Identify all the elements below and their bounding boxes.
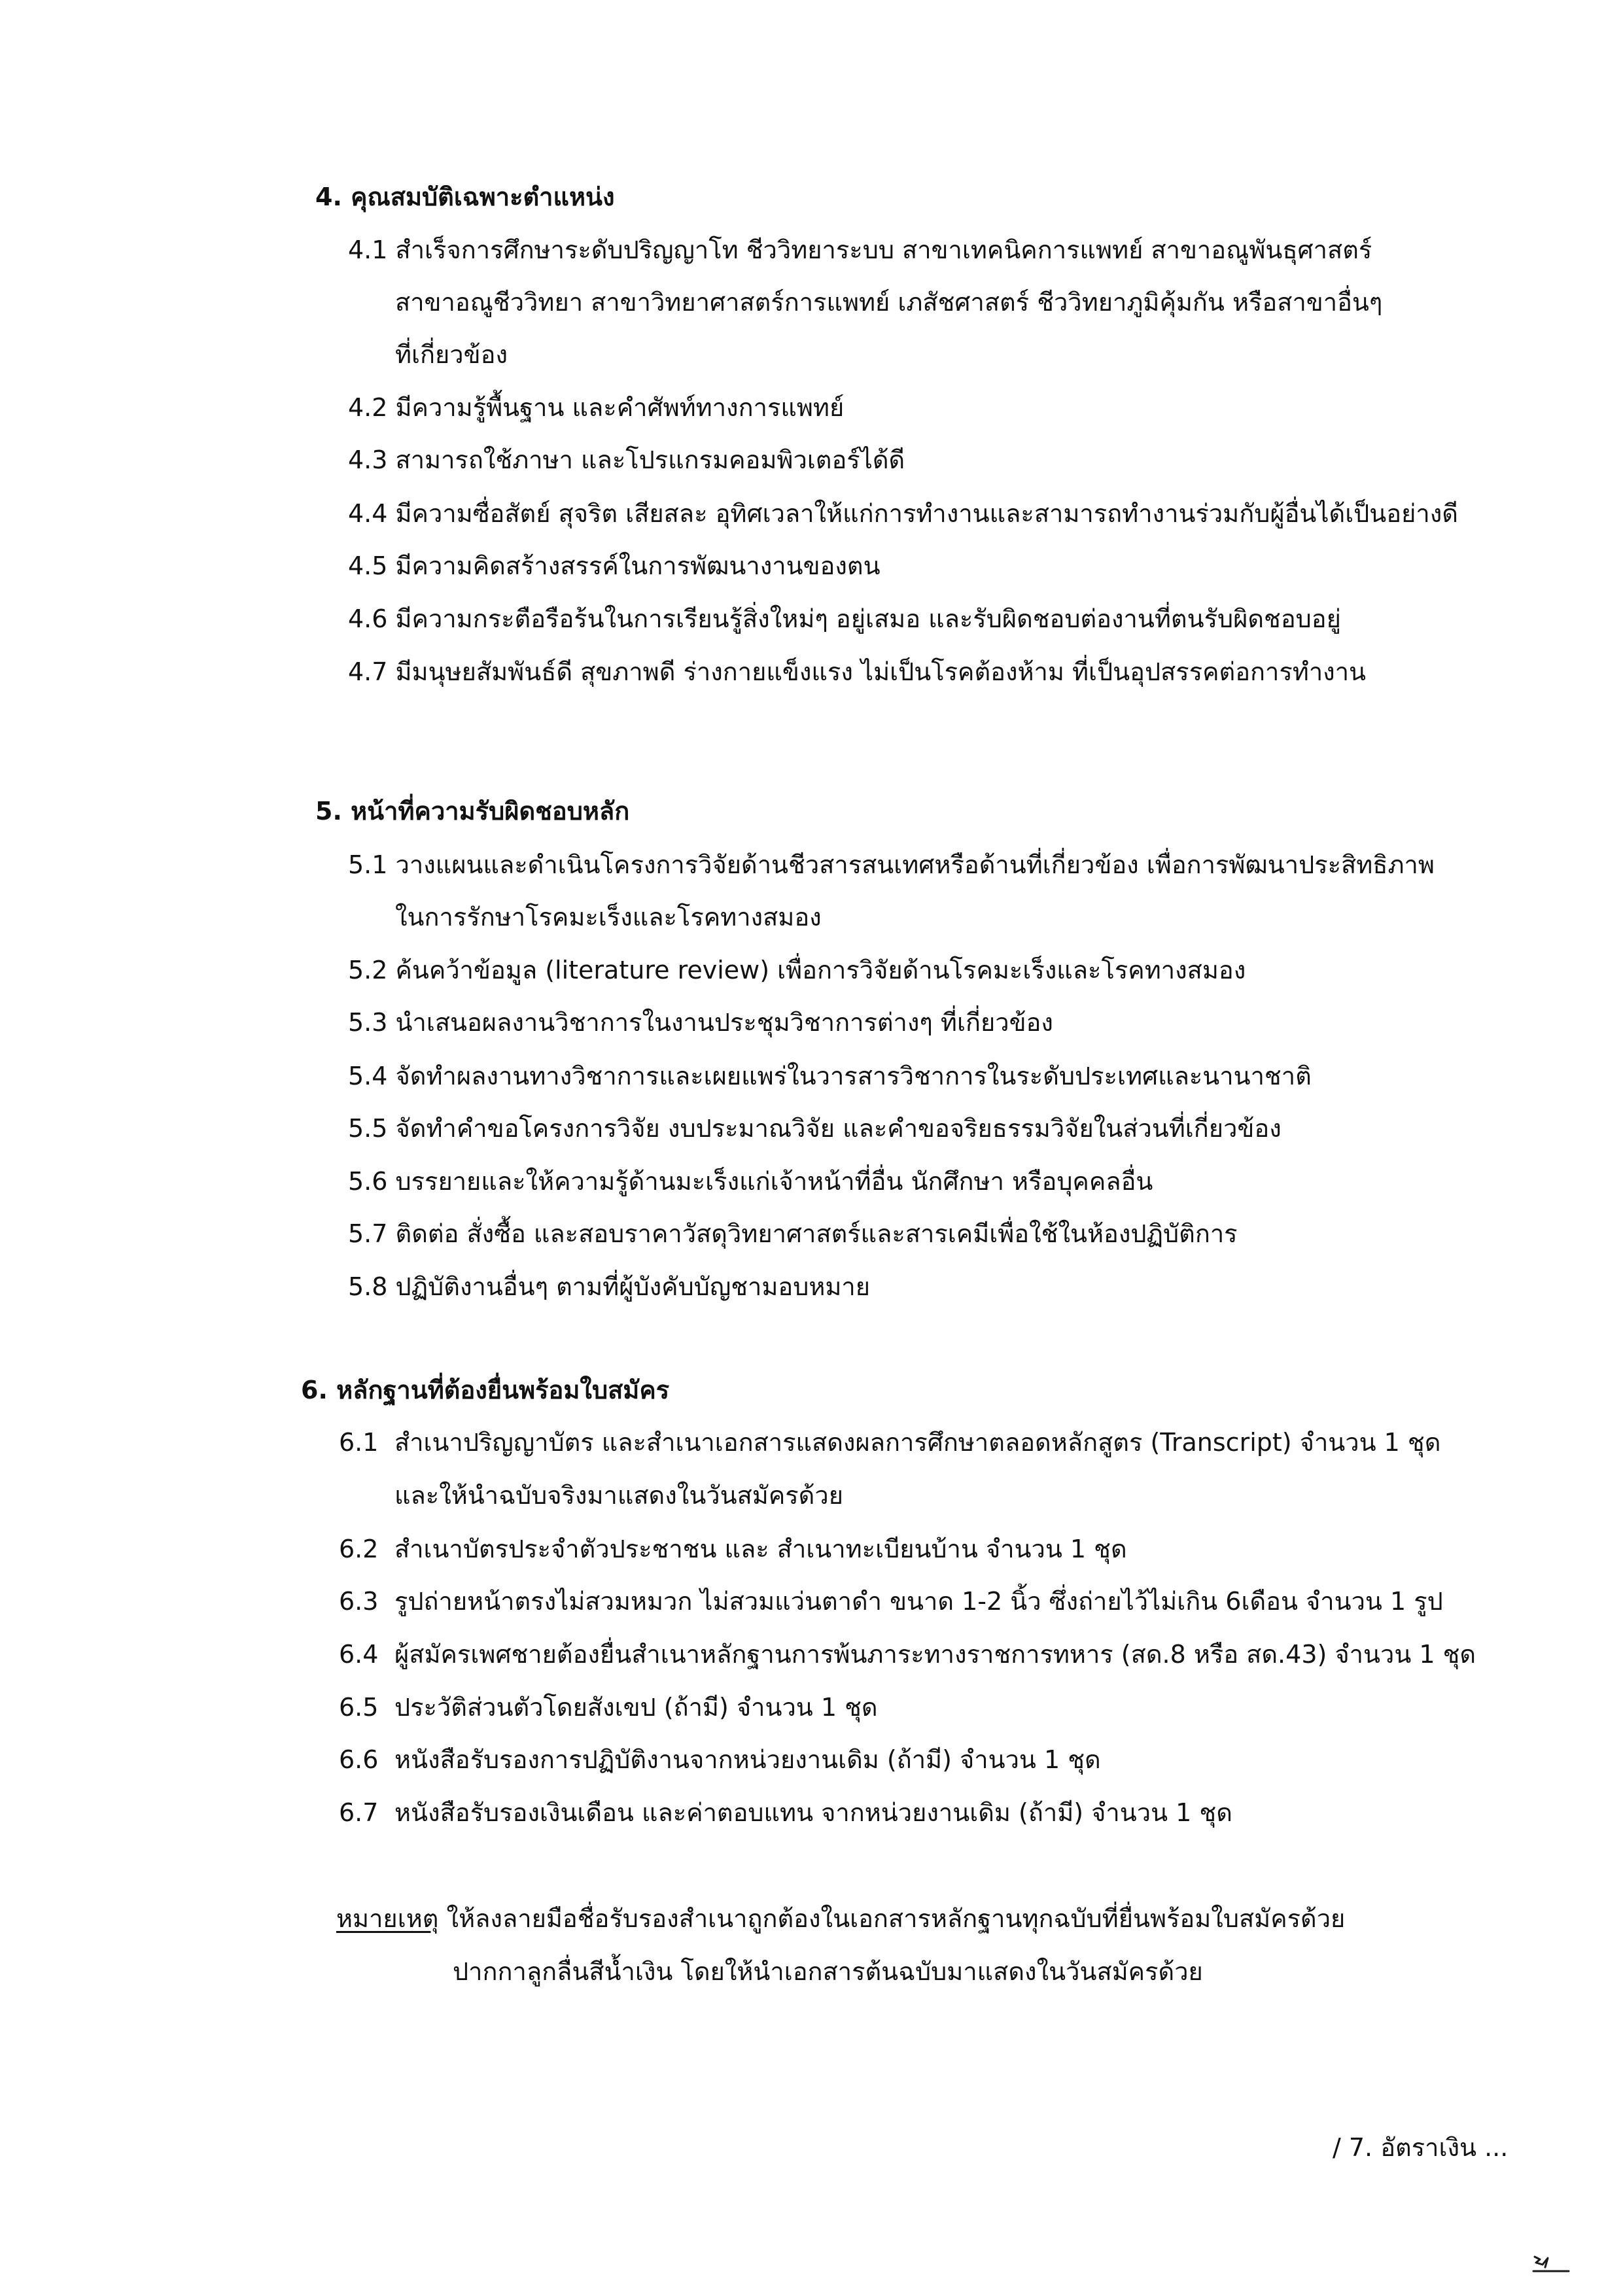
item-text: ประวัติส่วนตัวโดยสังเขป (ถ้ามี) จำนวน 1 ชุด: [394, 1693, 878, 1722]
section-5-item-1-line-2: ในการรักษาโรคมะเร็งและโรคทางสมอง: [395, 903, 822, 931]
section-6-item-2: [339, 1533, 1127, 1565]
item-number: 6.5: [339, 1693, 379, 1722]
handwritten-initials: [1531, 2252, 1571, 2275]
item-text: สำเนาปริญญาบัตร และสำเนาเอกสารแสดงผลการศึกษาตลอดหลักสูตร (Transcript) จำนวน 1 ชุด: [394, 1428, 1441, 1457]
item-number: 6.1: [339, 1428, 379, 1457]
continuation-text: / 7. อัตราเงิน ...: [1333, 2133, 1509, 2162]
section-6-item-5: [339, 1691, 878, 1724]
item-text: ผู้สมัครเพศชายต้องยื่นสำเนาหลักฐานการพ้นภาระทางราชการทหาร (สด.8 หรือ สด.43) จำนวน 1 ชุด: [394, 1640, 1476, 1669]
section-5-item-7: 5.7 ติดต่อ สั่งซื้อ และสอบราคาวัสดุวิทยาศาสตร์และสารเคมีเพื่อใช้ในห้องปฏิบัติการ: [348, 1219, 1238, 1248]
section-4-item-5: 4.5 มีความคิดสร้างสรรค์ในการพัฒนางานของตน: [348, 551, 881, 580]
section-4-heading: 4. คุณสมบัติเฉพาะตำแหน่ง: [315, 183, 615, 211]
section-6-item-3: [339, 1585, 1443, 1618]
note-line-2: ปากกาลูกลื่นสีน้ำเงิน โดยให้นำเอกสารต้นฉบับมาแสดงในวันสมัครด้วย: [453, 1957, 1203, 1986]
section-5-heading: 5. หน้าที่ความรับผิดชอบหลัก: [315, 797, 630, 826]
section-4-item-1-line-2: สาขาอณูชีววิทยา สาขาวิทยาศาสตร์การแพทย์ เภสัชศาสตร์ ชีววิทยาภูมิคุ้มกัน หรือสาขาอื่นๆ: [395, 288, 1383, 317]
section-5-item-8: 5.8 ปฏิบัติงานอื่นๆ ตามที่ผู้บังคับบัญชามอบหมาย: [348, 1272, 871, 1301]
item-number: 6.6: [339, 1745, 379, 1774]
section-6-item-6: [339, 1743, 1101, 1776]
note-text: ให้ลงลายมือชื่อรับรองสำเนาถูกต้องในเอกสารหลักฐานทุกฉบับที่ยื่นพร้อมใบสมัครด้วย: [446, 1904, 1346, 1933]
item-text: หนังสือรับรองการปฏิบัติงานจากหน่วยงานเดิม (ถ้ามี) จำนวน 1 ชุด: [394, 1745, 1101, 1774]
section-5-item-1-line-1: 5.1 วางแผนและดำเนินโครงการวิจัยด้านชีวสารสนเทศหรือด้านที่เกี่ยวข้อง เพื่อการพัฒนาประสิทธิภาพ: [348, 850, 1435, 879]
section-4-item-7: 4.7 มีมนุษยสัมพันธ์ดี สุขภาพดี ร่างกายแข็งแรง ไม่เป็นโรคต้องห้าม ที่เป็นอุปสรรคต่อการทำงาน: [348, 657, 1367, 686]
note-line-1: [336, 1902, 1345, 1935]
section-4-item-1-line-3: ที่เกี่ยวข้อง: [395, 340, 508, 369]
section-5-item-6: 5.6 บรรยายและให้ความรู้ด้านมะเร็งแก่เจ้าหน้าที่อื่น นักศึกษา หรือบุคคลอื่น: [348, 1167, 1153, 1196]
section-6-item-4: [339, 1638, 1476, 1671]
item-number: 6.2: [339, 1535, 379, 1563]
item-text: หนังสือรับรองเงินเดือน และค่าตอบแทน จากหน่วยงานเดิม (ถ้ามี) จำนวน 1 ชุด: [394, 1798, 1232, 1827]
section-4-item-3: 4.3 สามารถใช้ภาษา และโปรแกรมคอมพิวเตอร์ได้ดี: [348, 445, 905, 474]
item-number: 6.3: [339, 1587, 379, 1616]
section-6-heading: 6. หลักฐานที่ต้องยื่นพร้อมใบสมัคร: [301, 1376, 670, 1404]
section-5-item-5: 5.5 จัดทำคำขอโครงการวิจัย งบประมาณวิจัย และคำขอจริยธรรมวิจัยในส่วนที่เกี่ยวข้อง: [348, 1114, 1282, 1143]
item-number: 6.4: [339, 1640, 379, 1669]
note-label: หมายเหตุ: [336, 1904, 439, 1933]
section-5-item-3: 5.3 นำเสนอผลงานวิชาการในงานประชุมวิชาการต่างๆ ที่เกี่ยวข้อง: [348, 1008, 1053, 1037]
section-5-item-2: 5.2 ค้นคว้าข้อมูล (literature review) เพื่อการวิจัยด้านโรคมะเร็งและโรคทางสมอง: [348, 956, 1246, 984]
section-6-item-1-line-1: [339, 1426, 1440, 1459]
item-text: รูปถ่ายหน้าตรงไม่สวมหมวก ไม่สวมแว่นตาดำ ขนาด 1-2 นิ้ว ซึ่งถ่ายไว้ไม่เกิน 6เดือน จำนวน 1 รูป: [394, 1587, 1443, 1616]
section-4-item-1-line-1: 4.1 สำเร็จการศึกษาระดับปริญญาโท ชีววิทยาระบบ สาขาเทคนิคการแพทย์ สาขาอณูพันธุศาสตร์: [348, 235, 1372, 264]
item-number: 6.7: [339, 1798, 379, 1827]
section-6-item-1-line-2: และให้นำฉบับจริงมาแสดงในวันสมัครด้วย: [394, 1481, 843, 1510]
item-text: สำเนาบัตรประจำตัวประชาชน และ สำเนาทะเบียนบ้าน จำนวน 1 ชุด: [394, 1535, 1127, 1563]
section-4-item-2: 4.2 มีความรู้พื้นฐาน และคำศัพท์ทางการแพทย์: [348, 393, 845, 422]
section-4-item-4: 4.4 มีความซื่อสัตย์ สุจริต เสียสละ อุทิศเวลาให้แก่การทำงานและสามารถทำงานร่วมกับผู้อื่นได้เป็นอย่างดี: [348, 499, 1458, 528]
section-5-item-4: 5.4 จัดทำผลงานทางวิชาการและเผยแพร่ในวารสารวิชาการในระดับประเทศและนานาชาติ: [348, 1062, 1312, 1090]
section-6-item-7: [339, 1796, 1232, 1829]
section-4-item-6: 4.6 มีความกระตือรือร้นในการเรียนรู้สิ่งใหม่ๆ อยู่เสมอ และรับผิดชอบต่องานที่ตนรับผิดชอบอยู่: [348, 604, 1341, 633]
